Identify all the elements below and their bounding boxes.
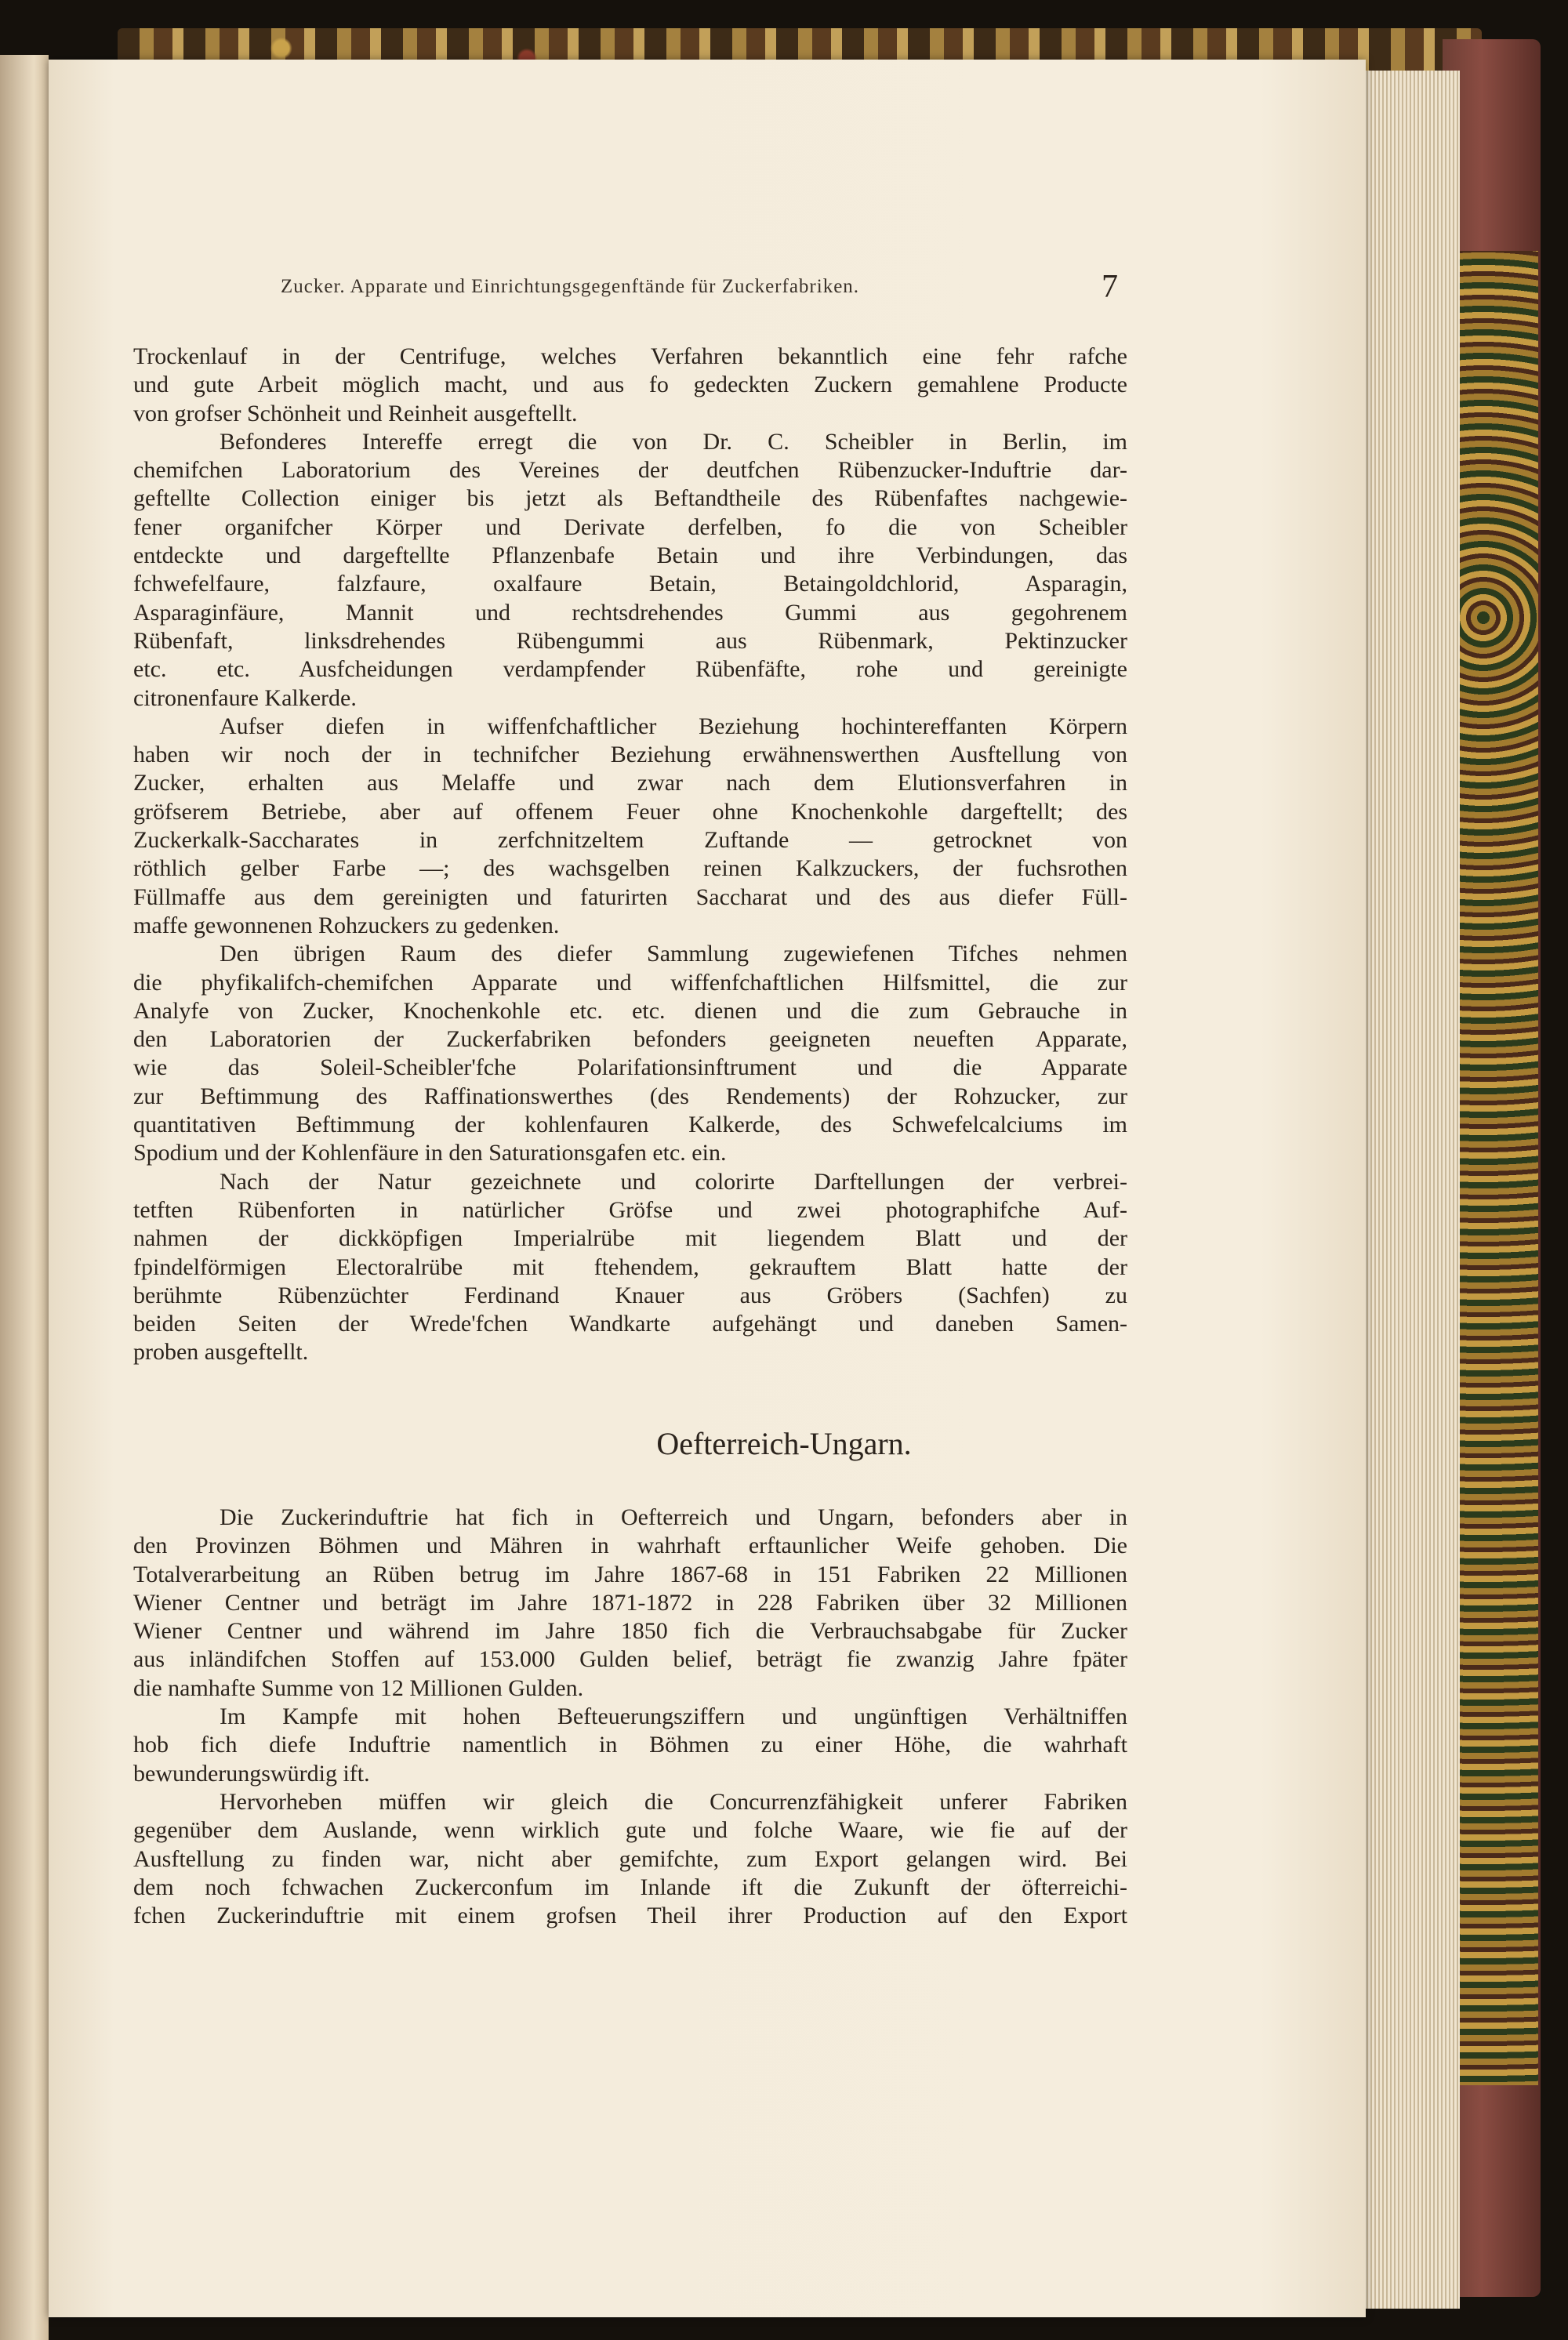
text-block-oesterreich [133,1504,1127,1930]
text-line: die phyfikalifch-chemifchen Apparate und wiffenfchaftlichen Hilfsmittel, die zur [133,969,1127,996]
text-line: quantitativen Beftimmung der kohlenfauren Kalkerde, des Schwefelcalciums im [133,1112,1127,1138]
text-line: Trockenlauf in der Centrifuge, welches Verfahren bekanntlich eine fehr rafche [133,343,1127,369]
marbled-cover-paper [1460,251,1538,2085]
text-line: hob fich diefe Induftrie namentlich in Böhmen zu einer Höhe, die wahrhaft [133,1732,1127,1758]
text-line: fchen Zuckerinduftrie mit einem grofsen Theil ihrer Production auf den Export [133,1903,1127,1929]
text-line: citronenfaure Kalkerde. [133,684,357,711]
text-line: aus inländifchen Stoffen auf 153.000 Gulden belief, beträgt fie zwanzig Jahre fpäter [133,1646,1127,1673]
text-line: maffe gewonnenen Rohzuckers zu gedenken. [133,912,560,938]
text-line: zur Beftimmung des Raffinationswerthes (des Rendements) der Rohzucker, zur [133,1083,1127,1109]
text-line: die namhafte Summe von 12 Millionen Gulden. [133,1674,584,1701]
text-line: berühmte Rübenzüchter Ferdinand Knauer aus Gröbers (Sachfen) zu [133,1282,1127,1308]
facing-page-edge [0,55,49,2340]
text-line: Wiener Centner und während im Jahre 1850 fich die Verbrauchsabgabe für Zucker [133,1618,1127,1645]
text-line: Nach der Natur gezeichnete und colorirte Darftellungen der verbrei- [220,1168,1127,1195]
text-line: Hervorheben müffen wir gleich die Concurrenzfähigkeit unferer Fabriken [220,1788,1127,1815]
text-line: Zucker, erhalten aus Melaffe und zwar nach dem Elutionsverfahren in [133,770,1127,796]
text-line: Die Zuckerinduftrie hat fich in Oefterreich und Ungarn, befonders aber in [220,1504,1127,1530]
running-head: Zucker. Apparate und Einrichtungsgegenftände für Zuckerfabriken. [281,276,860,297]
text-line: Analyfe von Zucker, Knochenkohle etc. etc. dienen und die zum Gebrauche in [133,997,1127,1024]
text-line: Rübenfaft, linksdrehendes Rübengummi aus Rübenmark, Pektinzucker [133,627,1127,654]
text-line: proben ausgeftellt. [133,1339,309,1366]
text-line: gegenüber dem Auslande, wenn wirklich gute und folche Waare, wie fie auf der [133,1817,1127,1844]
text-line: Füllmaffe aus dem gereinigten und faturirten Saccharat und des aus diefer Füll- [133,883,1127,910]
text-line: beiden Seiten der Wrede'fchen Wandkarte aufgehängt und daneben Samen- [133,1311,1127,1337]
page-number: 7 [1102,269,1118,305]
text-line: röthlich gelber Farbe —; des wachsgelben reinen Kalkzuckers, der fuchsrothen [133,855,1127,882]
text-line: den Provinzen Böhmen und Mähren in wahrhaft erftaunlicher Weife gehoben. Die [133,1533,1127,1559]
page-stack-edges [1356,71,1460,2309]
text-line: gröfserem Betriebe, aber auf offenem Feuer ohne Knochenkohle dargeftellt; des [133,798,1127,825]
text-line: Zuckerkalk-Saccharates in zerfchnitzeltem Zuftande — getrocknet von [133,827,1127,854]
text-line: den Laboratorien der Zuckerfabriken befonders geeigneten neueften Apparate, [133,1026,1127,1053]
text-line: fpindelförmigen Electoralrübe mit ftehendem, gekrauftem Blatt hatte der [133,1253,1127,1280]
text-line: bewunderungswürdig ift. [133,1760,370,1787]
text-line: tetften Rübenforten in natürlicher Gröfse und zwei photographifche Auf- [133,1196,1127,1223]
text-line: Befonderes Intereffe erregt die von Dr. C. Scheibler in Berlin, im [220,428,1127,455]
text-line: etc. etc. Ausfcheidungen verdampfender Rübenfäfte, rohe und gereinigte [133,656,1127,683]
text-line: Den übrigen Raum des diefer Sammlung zugewiefenen Tifches nehmen [220,941,1127,967]
text-line: entdeckte und dargeftellte Pflanzenbafe Betain und ihre Verbindungen, das [133,542,1127,569]
text-line: Asparaginfäure, Mannit und rechtsdrehendes Gummi aus gegohrenem [133,599,1127,626]
text-line: geftellte Collection einiger bis jetzt als Beftandtheile des Rübenfaftes nachgewie- [133,485,1127,512]
text-block-zucker [133,343,1127,1367]
text-line: wie das Soleil-Scheibler'fche Polarifationsinftrument und die Apparate [133,1054,1127,1081]
text-line: nahmen der dickköpfigen Imperialrübe mit liegendem Blatt und der [133,1225,1127,1252]
text-line: und gute Arbeit möglich macht, und aus fo gedeckten Zuckern gemahlene Producte [133,372,1127,398]
text-line: von grofser Schönheit und Reinheit ausgeftellt. [133,400,578,426]
text-line: fchwefelfaure, falzfaure, oxalfaure Betain, Betaingoldchlorid, Asparagin, [133,571,1127,597]
text-line: Ausftellung zu finden war, nicht aber gemifchte, zum Export gelangen wird. Bei [133,1845,1127,1872]
text-line: chemifchen Laboratorium des Vereines der deutfchen Rübenzucker-Induftrie dar- [133,457,1127,484]
text-line: haben wir noch der in technifcher Beziehung erwähnenswerthen Ausftellung von [133,742,1127,768]
section-title: Oefterreich-Ungarn. [656,1426,912,1461]
text-line: Spodium und der Kohlenfäure in den Saturationsgafen etc. ein. [133,1140,727,1166]
text-line: dem noch fchwachen Zuckerconfum im Inlande ift die Zukunft der öfterreichi- [133,1874,1127,1900]
text-line: fener organifcher Körper und Derivate derfelben, fo die von Scheibler [133,513,1127,540]
text-line: Wiener Centner und beträgt im Jahre 1871-1872 in 228 Fabriken über 32 Millionen [133,1589,1127,1616]
text-line: Im Kampfe mit hohen Befteuerungsziffern und ungünftigen Verhältniffen [220,1703,1127,1730]
text-line: Aufser diefen in wiffenfchaftlicher Beziehung hochintereffanten Körpern [220,713,1127,739]
text-line: Totalverarbeitung an Rüben betrug im Jahre 1867-68 in 151 Fabriken 22 Millionen [133,1561,1127,1587]
